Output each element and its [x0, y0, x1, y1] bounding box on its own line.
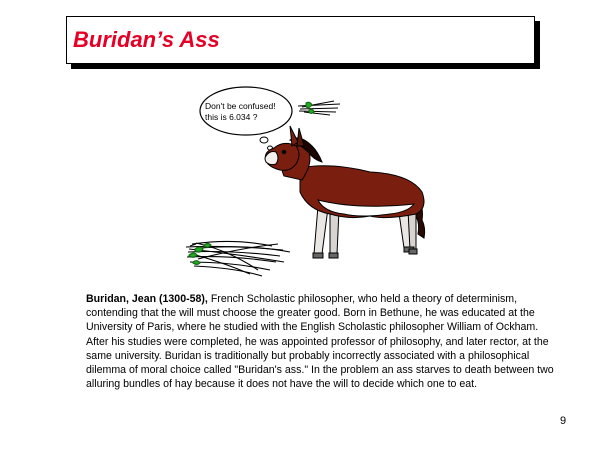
thought-bubble-text: Don't be confused! this is 6.034 ? — [205, 101, 276, 122]
page-number: 9 — [560, 415, 567, 427]
body-text: French Scholastic philosopher, who held a theory of determinism, contending that the will must choose the greater good. Born in Bethune, he was educated at the University of Paris, where he studied with the English Scholastic philosopher William of Ockham. After his studies were completed, he was appointed professor of philosophy, and later rector, at the same university. Buridan is traditionally but probably incorrectly associated with a philosophical dilemma of moral choice called "Buridan's ass." In the problem an ass starves to death between two alluring bundles of hay because it does not have the will to decide which one to eat. — [86, 293, 554, 391]
body-paragraph — [86, 292, 556, 391]
body-name: Buridan, Jean (1300-58), — [86, 293, 208, 305]
hay-bundle-small-icon — [298, 101, 340, 115]
hay-bundle-large-icon — [186, 241, 290, 276]
slide-title: Buridan’s Ass — [73, 27, 220, 52]
donkey-icon — [265, 126, 425, 258]
